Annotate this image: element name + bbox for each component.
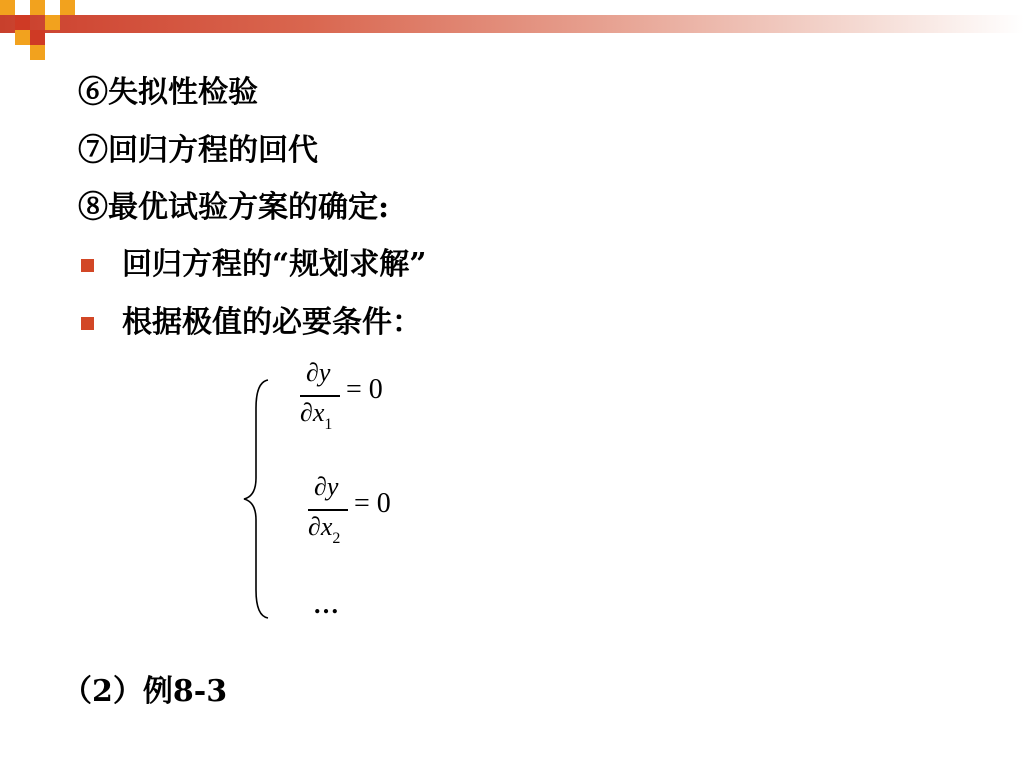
numerator: ∂y [306, 358, 331, 387]
ellipsis: … [313, 590, 340, 619]
fraction-bar [308, 509, 348, 511]
item-regression-back-substitution: ⑦回归方程的回代 [78, 133, 318, 168]
denominator: $\partial x_1$ [300, 398, 333, 433]
header-decoration-bar [0, 15, 1024, 33]
numerator: ∂y [314, 472, 339, 501]
square-bullet-icon [81, 317, 94, 330]
bullet-item-necessary-condition [78, 303, 422, 343]
equals-zero-1: = 0 [346, 374, 383, 405]
left-brace-icon [238, 378, 278, 620]
fraction-bar [300, 395, 340, 397]
example-label: （2）例8-3 [62, 674, 228, 709]
bullet-label: 根据极值的必要条件： [122, 305, 422, 340]
denominator: $\partial x_2$ [308, 512, 341, 547]
equals-zero-2: = 0 [354, 488, 391, 519]
bullet-item-planning-solve [78, 245, 427, 285]
square-bullet-icon [81, 259, 94, 272]
item-optimal-scheme: ⑧最优试验方案的确定: [78, 190, 390, 225]
bullet-label: 回归方程的“规划求解” [122, 247, 427, 282]
item-lack-of-fit-test: ⑥失拟性检验 [78, 75, 258, 110]
